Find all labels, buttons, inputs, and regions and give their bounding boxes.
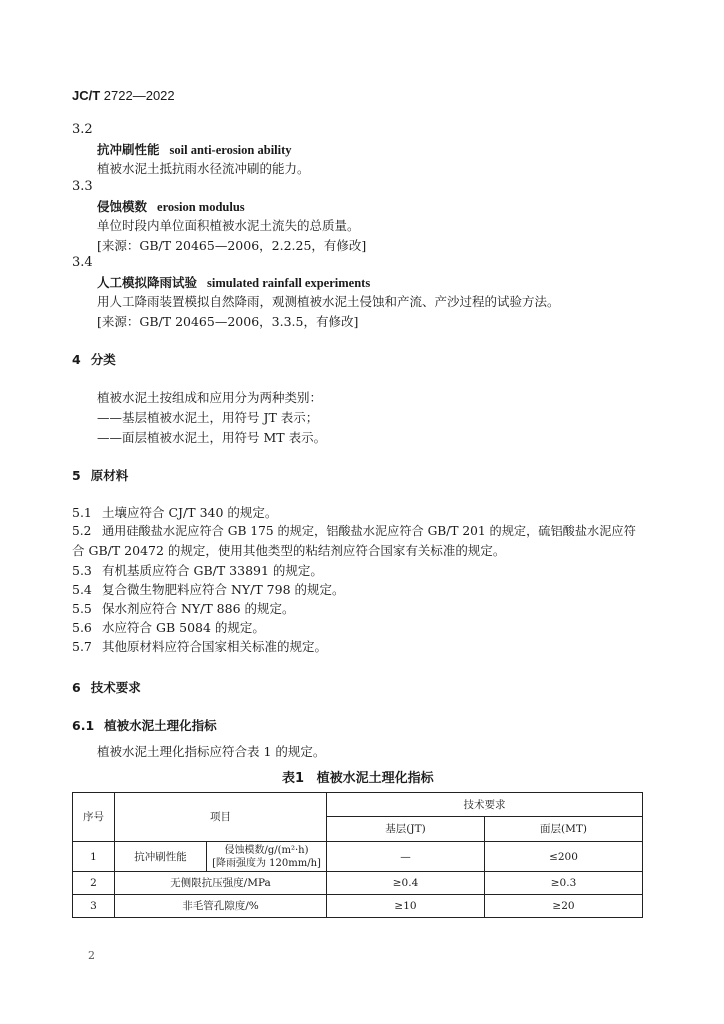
subsection-heading bbox=[72, 716, 217, 734]
term-source: [来源：GB/T 20465—2006，3.3.5，有修改] bbox=[97, 314, 359, 329]
cell-item: 无侧限抗压强度/MPa bbox=[115, 872, 327, 895]
cell-seq: 2 bbox=[73, 872, 115, 895]
term-cn: 人工模拟降雨试验 bbox=[97, 275, 198, 290]
table-caption-number: 表1 bbox=[282, 771, 305, 786]
list-item: 5.1 土壤应符合 CJ/T 340 的规定。 bbox=[72, 505, 278, 520]
list-item: 5.3 有机基质应符合 GB/T 33891 的规定。 bbox=[72, 563, 323, 578]
table-row bbox=[73, 842, 643, 872]
page-number: 2 bbox=[88, 949, 95, 962]
standard-header bbox=[72, 88, 175, 103]
header-jt: 基层(JT) bbox=[327, 817, 485, 842]
list-item: ——面层植被水泥土，用符号 MT 表示。 bbox=[97, 430, 327, 445]
subsection-number: 6.1 bbox=[72, 718, 95, 733]
list-item: 5.2 通用硅酸盐水泥应符合 GB 175 的规定，铝酸盐水泥应符合 GB/T 201 的规定，硫铝酸盐水泥应符 bbox=[72, 524, 636, 538]
table-row bbox=[73, 895, 643, 918]
cell-seq: 3 bbox=[73, 895, 115, 918]
section-number: 6 bbox=[72, 680, 81, 695]
section-title: 原材料 bbox=[90, 468, 129, 483]
term-heading bbox=[97, 140, 292, 158]
cell-mt: ≥0.3 bbox=[485, 872, 643, 895]
term-en: soil anti-erosion ability bbox=[169, 143, 292, 157]
paragraph: 植被水泥土按组成和应用分为两种类别： bbox=[97, 390, 323, 405]
standard-code: JC/T bbox=[72, 88, 101, 103]
cell-item: 非毛管孔隙度/% bbox=[115, 895, 327, 918]
term-definition: 单位时段内单位面积植被水泥土流失的总质量。 bbox=[97, 218, 360, 233]
list-item-continuation: 合 GB/T 20472 的规定，使用其他类型的粘结剂应符合国家有关标准的规定。 bbox=[72, 543, 506, 558]
spec-table bbox=[72, 792, 643, 918]
header-mt: 面层(MT) bbox=[485, 817, 643, 842]
section-title: 技术要求 bbox=[90, 680, 141, 695]
cell-item: 抗冲刷性能 bbox=[115, 842, 207, 872]
term-source: [来源：GB/T 20465—2006，2.2.25，有修改] bbox=[97, 238, 367, 253]
section-title: 分类 bbox=[90, 352, 116, 367]
section-heading bbox=[72, 466, 128, 484]
term-definition: 植被水泥土抵抗雨水径流冲刷的能力。 bbox=[97, 161, 310, 176]
cell-jt: ≥0.4 bbox=[327, 872, 485, 895]
section-heading bbox=[72, 678, 141, 696]
term-cn: 侵蚀模数 bbox=[97, 199, 148, 214]
paragraph: 植被水泥土理化指标应符合表 1 的规定。 bbox=[97, 744, 326, 759]
term-heading bbox=[97, 197, 245, 215]
subsection-title: 植被水泥土理化指标 bbox=[104, 718, 217, 733]
cell-mt: ≤200 bbox=[485, 842, 643, 872]
list-item: ——基层植被水泥土，用符号 JT 表示； bbox=[97, 410, 319, 425]
clause-number: 3.2 bbox=[72, 122, 93, 137]
term-cn: 抗冲刷性能 bbox=[97, 142, 160, 157]
header-item: 项目 bbox=[115, 793, 327, 842]
section-number: 5 bbox=[72, 468, 81, 483]
cell-seq: 1 bbox=[73, 842, 115, 872]
list-item: 5.7 其他原材料应符合国家相关标准的规定。 bbox=[72, 639, 328, 654]
cell-mt: ≥20 bbox=[485, 895, 643, 918]
cell-jt: ≥10 bbox=[327, 895, 485, 918]
term-definition: 用人工降雨装置模拟自然降雨，观测植被水泥土侵蚀和产流、产沙过程的试验方法。 bbox=[97, 294, 560, 309]
clause-number: 3.3 bbox=[72, 179, 93, 194]
term-heading bbox=[97, 273, 370, 291]
list-item: 5.6 水应符合 GB 5084 的规定。 bbox=[72, 620, 265, 635]
list-item: 5.4 复合微生物肥料应符合 NY/T 798 的规定。 bbox=[72, 582, 345, 597]
section-number: 4 bbox=[72, 352, 81, 367]
list-item: 5.5 保水剂应符合 NY/T 886 的规定。 bbox=[72, 601, 295, 616]
section-heading bbox=[72, 350, 116, 368]
table-row bbox=[73, 872, 643, 895]
cell-subitem: 侵蚀模数/g/(m²·h) [降雨强度为 120mm/h] bbox=[207, 842, 327, 872]
term-en: erosion modulus bbox=[157, 200, 245, 214]
table-caption-title: 植被水泥土理化指标 bbox=[316, 771, 434, 786]
table-caption bbox=[282, 767, 434, 786]
header-requirement: 技术要求 bbox=[327, 793, 643, 817]
term-en: simulated rainfall experiments bbox=[207, 276, 371, 290]
clause-number: 3.4 bbox=[72, 255, 93, 270]
table-header-row bbox=[73, 793, 643, 817]
standard-number: 2722—2022 bbox=[103, 88, 175, 103]
cell-jt: — bbox=[327, 842, 485, 872]
header-seq: 序号 bbox=[73, 793, 115, 842]
